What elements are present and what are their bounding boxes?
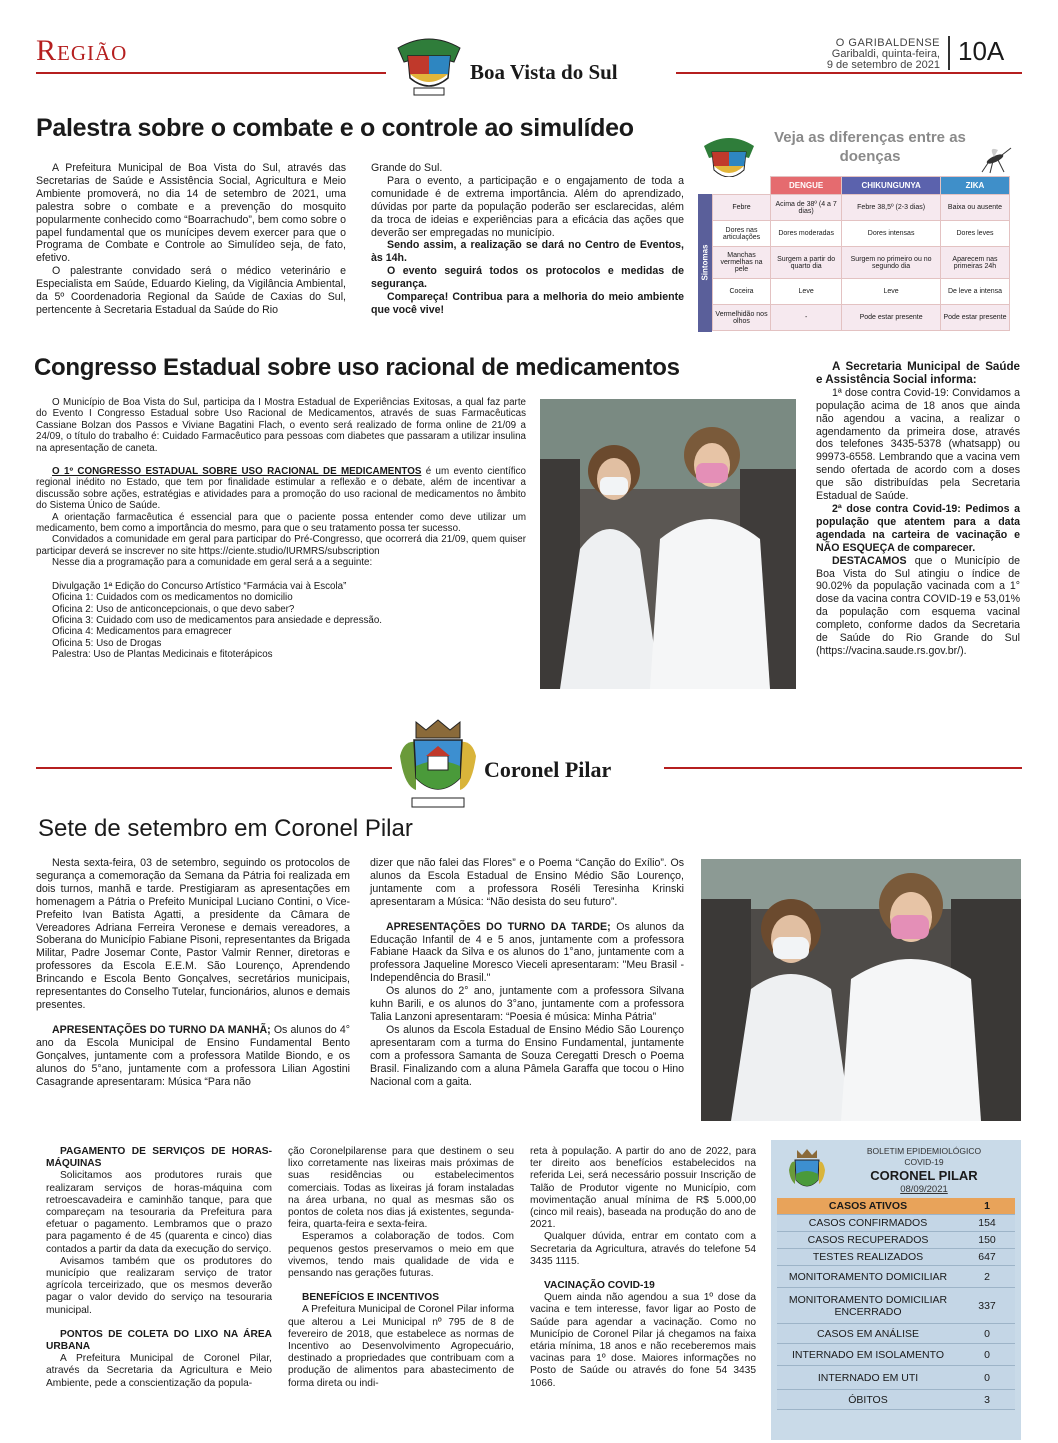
- row-label: MONITORAMENTO DOMICILIAR ENCERRADO: [777, 1288, 959, 1324]
- bulletin-subtitle: COVID-19: [904, 1157, 944, 1167]
- symptom: Vermelhidão nos olhos: [713, 305, 771, 331]
- header-dengue: DENGUE: [771, 177, 842, 195]
- list-item: Oficina 5: Uso de Drogas: [52, 637, 162, 649]
- row-label: CASOS EM ANÁLISE: [777, 1324, 959, 1344]
- bottom-column-2: [288, 1146, 514, 1390]
- row-value: 337: [959, 1288, 1015, 1324]
- notice-heading: A Secretaria Municipal de Saúde e Assistência Social informa:: [816, 360, 1020, 386]
- list-item: Palestra: Uso de Plantas Medicinais e fitoterápicos: [52, 649, 273, 661]
- paragraph: O palestrante convidado será o médico veterinário e Especialista em Saúde, Eduardo Kieling, da Vigilância Ambiental, da 5º Coordenadoria Regional da Saúde de Caxias do Sul, pertencente à Secretaria Estadual da Saúde do Rio: [36, 265, 346, 316]
- article-title-sete-setembro: Sete de setembro em Coronel Pilar: [38, 815, 413, 842]
- disease-comparison-infographic: [698, 124, 1012, 334]
- header-zika: ZIKA: [940, 177, 1009, 195]
- paragraph: [816, 555, 1020, 658]
- paragraph-text: Os alunos do 4° ano da Escola Municipal de Ensino Fundamental Bento Gonçalves, juntamente com a professora Matilde Biondo, e os alunos do 5°ano, juntamente com a professora Lilian Agostini Casagrande apresentaram: Música “Para não: [36, 1023, 350, 1088]
- symptoms-label: Sintomas: [700, 244, 710, 281]
- header-divider: [948, 36, 950, 70]
- symptom: Manchas vermelhas na pele: [713, 247, 771, 279]
- article1-column-1: [36, 162, 346, 317]
- row-label: INTERNADO EM UTI: [777, 1366, 959, 1390]
- paragraph: [370, 921, 684, 986]
- symptom: Coceira: [713, 279, 771, 305]
- row-label: ÓBITOS: [777, 1390, 959, 1410]
- paragraph: A Prefeitura Municipal de Coronel Pilar, através da Secretaria da Agricultura e Meio Ambiente, pede a conscientização da popula-: [46, 1353, 272, 1389]
- subheading: VACINAÇÃO COVID-19: [544, 1280, 655, 1292]
- paragraph: Grande do Sul.: [371, 162, 443, 174]
- highlight-word: DESTACAMOS: [832, 554, 907, 567]
- paragraph: A Prefeitura Municipal de Boa Vista do Sul, através das Secretarias de Saúde e Assistência Social, Agricultura e Meio Ambiente promoverá, no dia 14 de setembro de 2021, uma palestra sobre o combate e a prevenção do mosquito popularmente conhecido como “Boarrachudo”, bem como sobre o papel fundamental que os munícipes devem exercer para que o Programa de Combate e Controle ao Simulídeo seja, de fato, efetivo.: [36, 162, 346, 265]
- row-value: 0: [959, 1366, 1015, 1390]
- symptom: Dores nas articulações: [713, 221, 771, 247]
- city-name-coronel-pilar: Coronel Pilar: [484, 757, 612, 782]
- list-item: Oficina 1: Cuidados com os medicamentos no domicilio: [52, 592, 293, 604]
- bottom-column-1: [46, 1146, 272, 1390]
- row-label: CASOS ATIVOS: [777, 1198, 959, 1215]
- health-secretariat-notice: [816, 361, 1020, 658]
- bulletin-city: CORONEL PILAR: [870, 1168, 978, 1183]
- congress-name: O 1º CONGRESSO ESTADUAL SOBRE USO RACIONAL DE MEDICAMENTOS: [52, 466, 422, 478]
- paragraph: O Município de Boa Vista do Sul, participa da I Mostra Estadual de Experiências Exitosas, a qual faz parte do Evento I Congresso Estadual sobre Uso Racional de Medicamentos, através de suas Farmacêuticas Cassiane Bolzan dos Passos e Viviane Bagatini Flach, o evento será realizado de forma online de 21/09 a 24/09, o título do trabalho é: Cuidado Farmacêutico para pessoas com diabetes que passaram a utilizar insulina na apresentação de caneta.: [36, 397, 526, 454]
- article-title-congresso: Congresso Estadual sobre uso racional de medicamentos: [34, 354, 680, 381]
- row-value: 647: [959, 1249, 1015, 1266]
- paragraph: 1ª dose contra Covid-19: Convidamos a população acima de 18 anos que ainda não agendou a vacina, a realizar o agendamento da primeira dose, através dos telefones 3435-5378 (whatsapp) ou 99973-6558. Lembrando que a vacina vem sendo ofertada de acordo com a doses que são distribuídas pela Secretaria Estadual de Saúde.: [816, 386, 1020, 503]
- coronel-pilar-coat-of-arms-icon: [396, 716, 480, 812]
- cell: Aparecem nas primeiras 24h: [940, 247, 1009, 279]
- paragraph: Nesta sexta-feira, 03 de setembro, seguindo os protocolos de segurança a comemoração da Semana da Pátria foi realizada em dois turnos, manhã e tarde. Prestigiaram as apresentações em homenagem a Pátria o Prefeito Municipal Luciano Contini, o Vice-Prefeito Ivan Batista Agatti, a presidente da Câmara de Vereadores Adriana Ferreira Veronese e demais vereadores, a Soberana do Município Fabiane Pisoni, representantes da Brigada Militar, Padre Josemar Conte, Pastor Valmir Renner, diretoras e professores da Escola E.E.M. São Lourenço, Aprendendo Brincando e Escola Bento Gonçalves, secretários municipais, representantes do Conselho Tutelar, funcionários, alunos e demais presentes.: [36, 857, 350, 1011]
- pharmacists-photo-2: [701, 859, 1021, 1121]
- cell: Surgem no primeiro ou no segundo dia: [842, 247, 941, 279]
- list-item: Oficina 4: Medicamentos para emagrecer: [52, 626, 232, 638]
- paragraph-text: é um evento científico regional inédito no Estado, que tem por finalidade estimular a reflexão e o debate, além de incentivar a discussão sobre ações, estratégias e atividades para a promoção do uso racional de medicamentos no âmbito do Sistema Único de Saúde.: [36, 466, 526, 512]
- mosquito-icon: [978, 144, 1012, 174]
- row-value: 150: [959, 1232, 1015, 1249]
- row-value: 0: [959, 1344, 1015, 1366]
- paragraph: Quem ainda não agendou a sua 1º dose da vacina e tem interesse, favor ligar ao Posto de Saúde para agendar a vacinação. Como no Município de Coronel Pilar já chegamos na faixa etária mínima, 18 anos e não receberemos mais vacinas para 1º dose. Maiores informações no Posto de Saúde ou através do fone 54 3435 1066.: [530, 1292, 756, 1389]
- boa-vista-coat-of-arms-icon: [392, 28, 466, 100]
- subheading: BENEFÍCIOS E INCENTIVOS: [302, 1292, 439, 1304]
- paragraph-text: que o Município de Boa Vista do Sul atingiu o índice de 90.02% da população vacinada com a 1° dose da vacina contra COVID-19 e 53,01% da população com esquema vacinal completo, conforme dados da Secretaria de Saúde do Rio Grande do Sul (https://vacina.saude.rs.gov.br/).: [816, 554, 1020, 657]
- place-date: Garibaldi, quinta-feira,: [831, 48, 940, 60]
- row-value: 1: [959, 1198, 1015, 1215]
- row-value: 2: [959, 1266, 1015, 1288]
- subheading: PAGAMENTO DE SERVIÇOS DE HORAS-MÁQUINAS: [46, 1146, 272, 1170]
- cell: Leve: [771, 279, 842, 305]
- paragraph-text: Os alunos da Educação Infantil de 4 e 5 anos, juntamente com a professora Fabiane Haack da Silva e os alunos do 1°ano, juntamente com a professora Jaqueline Moresco Vieceli apresentaram: "Meu Brasil - Independência do Brasil.": [370, 920, 684, 985]
- paragraph: A orientação farmacêutica é essencial para que o paciente possa entender como deve utilizar um medicamento, bem como a importância do mesmo, para que o seu tratamento possa ter sucesso.: [36, 511, 526, 535]
- paragraph: O evento seguirá todos os protocolos e medidas de segurança.: [371, 265, 684, 291]
- paragraph: Sendo assim, a realização se dará no Centro de Eventos, às 14h.: [371, 239, 684, 265]
- section-title: Região: [36, 34, 128, 67]
- paragraph: [36, 1024, 350, 1089]
- program-list: [36, 581, 526, 661]
- infographic-title: Veja as diferenças entre as doenças: [774, 129, 966, 165]
- page-number: 10A: [958, 36, 1005, 66]
- issue-date: 9 de setembro de 2021: [826, 59, 940, 71]
- row-label: INTERNADO EM ISOLAMENTO: [777, 1344, 959, 1366]
- list-item: Oficina 3: Cuidado com uso de medicamentos para ansiedade e depressão.: [52, 614, 383, 626]
- paragraph: Avisamos também que os produtores do município que realizaram serviço de trator agrícola terceirizado, que os mesmos deverão pagar o valor devido do serviço na tesouraria municipal.: [46, 1255, 272, 1316]
- row-value: 3: [959, 1390, 1015, 1410]
- cell: Surgem a partir do quarto dia: [771, 247, 842, 279]
- cell: Pode estar presente: [842, 305, 941, 331]
- paragraph: 2ª dose contra Covid-19: Pedimos a população que atentem para a data agendada na carteira de vacinação e NÃO ESQUEÇA de comparecer.: [816, 502, 1020, 554]
- cell: Dores moderadas: [771, 221, 842, 247]
- masthead: [780, 38, 940, 71]
- article1-column-2: [371, 162, 684, 317]
- paragraph: Convidados a comunidade em geral para participar do Pré-Congresso, que ocorrerá dia 21/09, quem quiser participar deverá se inscrever no site https://ciente.studio/IURMRS/subscription: [36, 534, 526, 557]
- cell: Acima de 38º (4 a 7 dias): [771, 195, 842, 221]
- city-name-boa-vista: Boa Vista do Sul: [470, 60, 618, 84]
- paragraph: Esperamos a colaboração de todos. Com pequenos gestos preservamos o meio em que vivemos, tendo mais qualidade de vida e pensando nas gerações futuras.: [288, 1231, 514, 1280]
- paragraph: A Prefeitura Municipal de Coronel Pilar informa que alterou a Lei Municipal nº 795 de 8 de fevereiro de 2018, que estabelece as normas de Incentivo ao Desenvolvimento Agropecuário, destinado a propriedades que contribuam com a produção de alimentos para abastecimento de forma direta ou indi-: [288, 1304, 514, 1389]
- article3-column-1: [36, 857, 350, 1088]
- bottom-column-3: [530, 1146, 756, 1390]
- epidemiological-bulletin: [771, 1140, 1021, 1440]
- row-label: CASOS RECUPERADOS: [777, 1232, 959, 1249]
- paper-name: O GARIBALDENSE: [835, 37, 940, 49]
- header-chikungunya: CHIKUNGUNYA: [842, 177, 941, 195]
- paragraph: reta à população. A partir do ano de 2022, para ter direito aos benefícios estabelecidos na referida Lei, será necessário possuir Inscrição de Talão de Produtor vigente no Município, com movimentação anual mínima de R$ 5.000,00 (cinco mil reais), baseada na produção do ano de 2021.: [530, 1146, 756, 1231]
- paragraph: Compareça! Contribua para a melhoria do meio ambiente que você vive!: [371, 291, 684, 316]
- symptom: Febre: [713, 195, 771, 221]
- paragraph: Os alunos da Escola Estadual de Ensino Médio São Lourenço apresentaram com a turma do Ensino Fundamental, juntamente com a professora Samanta de Souza Ceregatti Dresch o Poema Brasil. Finalizando com a aluna Pâmela Garaffa que tocou o Hino Nacional com a gaita.: [370, 1023, 684, 1088]
- article3-column-2: [370, 857, 684, 1088]
- pharmacists-photo: [540, 399, 796, 689]
- row-label: CASOS CONFIRMADOS: [777, 1215, 959, 1232]
- cell: Leve: [842, 279, 941, 305]
- paragraph: Os alunos do 2° ano, juntamente com a professora Silvana kuhn Barili, e os alunos do 3°ano, juntamente com a professora Talia Lanzoni apresentaram: “Poesia é música: Minha Pátria”: [370, 985, 684, 1023]
- article-title-simulideo: Palestra sobre o combate e o controle ao simulídeo: [36, 114, 634, 142]
- bulletin-table: [777, 1198, 1015, 1410]
- row-label: MONITORAMENTO DOMICILIAR: [777, 1266, 959, 1288]
- cell: -: [771, 305, 842, 331]
- paragraph: Qualquer dúvida, entrar em contato com a Secretaria da Agricultura, através do telefone 54 3435 1115.: [530, 1231, 756, 1267]
- paragraph: Nesse dia a programação para a comunidade em geral será a a seguinte:: [52, 557, 373, 569]
- paragraph: [36, 466, 526, 512]
- cell: Dores intensas: [842, 221, 941, 247]
- list-item: Divulgação 1ª Edição do Concurso Artístico “Farmácia vai à Escola”: [52, 580, 347, 592]
- comparison-table: [712, 176, 1010, 331]
- afternoon-heading: APRESENTAÇÕES DO TURNO DA TARDE;: [386, 920, 611, 933]
- cell: Febre 38,5º (2-3 dias): [842, 195, 941, 221]
- paragraph: ção Coronelpilarense para que destinem o seu lixo corretamente nas lixeiras mais próximas de suas residências ou estabelecimentos comerciais. Todas as lixeiras já foram instaladas na área urbana, no qual as mesmas são os pontos de coleta nos dias já existentes, segunda-feira, quarta-feira e sexta-feira.: [288, 1146, 514, 1231]
- morning-heading: APRESENTAÇÕES DO TURNO DA MANHÃ;: [52, 1023, 271, 1036]
- row-value: 0: [959, 1324, 1015, 1344]
- paragraph: dizer que não falei das Flores” e o Poema “Canção do Exílio”. Os alunos da Escola Estadual de Ensino Médio São Lourenço, juntamente com a professora Roséli Teresinha Krinski apresentaram a Música: “Não desista do seu futuro”.: [370, 857, 684, 908]
- bulletin-date: 08/09/2021: [900, 1184, 948, 1195]
- cell: Baixa ou ausente: [940, 195, 1009, 221]
- cell: Pode estar presente: [940, 305, 1009, 331]
- article2-body: [36, 397, 526, 661]
- row-value: 154: [959, 1215, 1015, 1232]
- list-item: Oficina 2: Uso de anticoncepcionais, o que devo saber?: [52, 603, 295, 615]
- subheading: PONTOS DE COLETA DO LIXO NA ÁREA URBANA: [46, 1328, 272, 1353]
- cell: De leve a intensa: [940, 279, 1009, 305]
- bulletin-title: BOLETIM EPIDEMIOLÓGICO: [866, 1146, 982, 1156]
- paragraph: Para o evento, a participação e o engajamento de toda a comunidade é de extrema importância. Além do aprendizado, dúvidas por parte da população poderão ser esclarecidas, além da troca de ideias e experiências para a eficácia das ações que deverão ser empregadas no município.: [371, 174, 684, 239]
- row-label: TESTES REALIZADOS: [777, 1249, 959, 1266]
- coronel-pilar-small-coat-icon: [787, 1148, 827, 1196]
- cell: Dores leves: [940, 221, 1009, 247]
- paragraph: Solicitamos aos produtores rurais que realizaram serviços de horas-máquina com retroescavadeira e caminhão tanque, para que compareçam na tesouraria da Prefeitura para efetuar o pagamento. Lembramos que o prazo para pagamento é de 45 (quarenta e cinco) dias contados a partir da data da execução do serviço.: [46, 1170, 272, 1255]
